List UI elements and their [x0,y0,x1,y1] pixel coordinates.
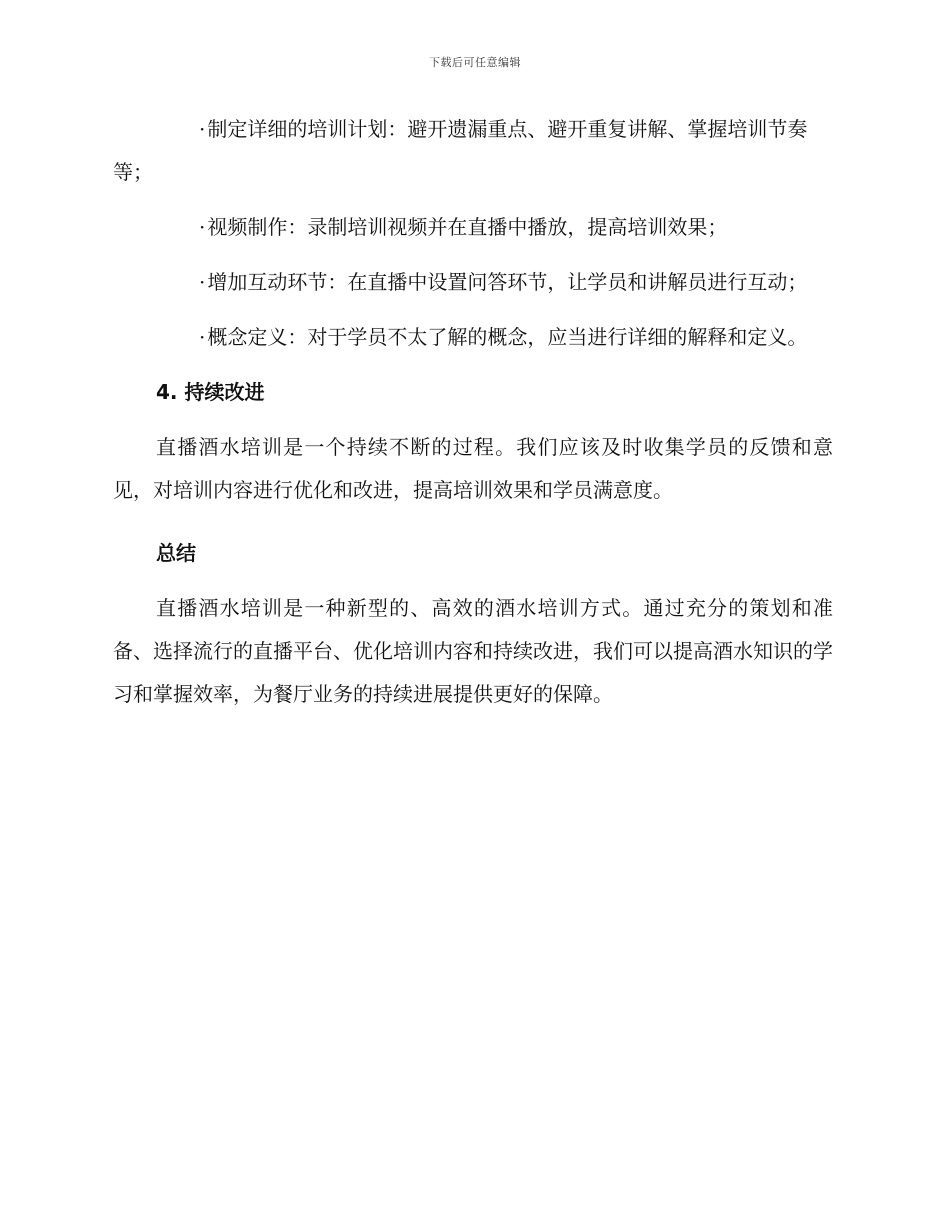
bullet-item [113,261,833,304]
bullet-dot: · [199,215,206,239]
bullet-dot: · [199,325,206,349]
bullet-item [113,206,833,249]
bullet-text: 概念定义：对于学员不太了解的概念，应当进行详细的解释和定义。 [207,325,808,349]
header-note: 下载后可任意编辑 [429,56,521,69]
bullet-text: 视频制作：录制培训视频并在直播中播放，提高培训效果； [207,215,728,239]
document-body [113,108,833,736]
bullet-dot: · [199,117,206,141]
bullet-item [113,108,833,194]
bullet-item [113,316,833,359]
bullet-dot: · [199,270,206,294]
section-paragraph-continuous-improvement: 直播酒水培训是一个持续不断的过程。我们应该及时收集学员的反馈和意见，对培训内容进行优化和改进，提高培训效果和学员满意度。 [113,435,833,502]
section-heading-continuous-improvement: 4. 持续改进 [156,380,265,404]
bullet-text: 制定详细的培训计划：避开遗漏重点、避开重复讲解、掌握培训节奏等； [113,117,808,184]
section-paragraph-summary: 直播酒水培训是一种新型的、高效的酒水培训方式。通过充分的策划和准备、选择流行的直播平台、优化培训内容和持续改进，我们可以提高酒水知识的学习和掌握效率，为餐厅业务的持续进展提供更好的保障。 [113,596,833,706]
bullet-text: 增加互动环节：在直播中设置问答环节，让学员和讲解员进行互动； [207,270,808,294]
section-heading-summary: 总结 [156,541,196,565]
